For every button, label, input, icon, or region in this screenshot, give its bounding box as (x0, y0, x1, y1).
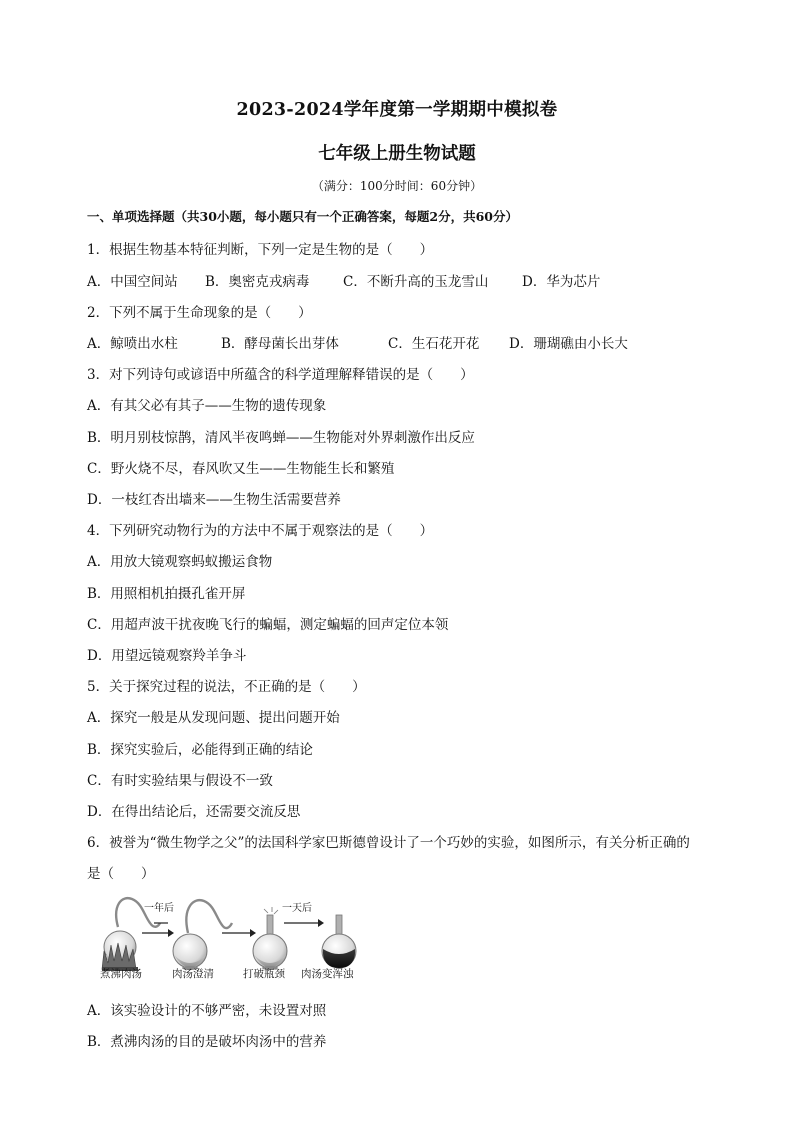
flask-clear-broth (173, 900, 232, 970)
question-3-option-a: A．有其父必有其子——生物的遗传现象 (87, 398, 327, 414)
arrow-flask1-to-flask2 (142, 929, 174, 937)
question-6-stem: 6．被誉为“微生物学之父”的法国科学家巴斯德曾设计了一个巧妙的实验，如图所示，有关分析正确的 (87, 835, 690, 851)
flask-turbid-broth (322, 915, 356, 968)
question-6-option-a: A．该实验设计的不够严密，未设置对照 (87, 1003, 327, 1019)
question-1-option-a: A．中国空间站 (87, 274, 178, 290)
section-heading: 一、单项选择题（共30小题，每小题只有一个正确答案，每题2分，共60分） (87, 209, 518, 224)
flask-broken-neck (253, 907, 287, 970)
question-4-option-c: C．用超声波干扰夜晚飞行的蝙蝠，测定蝙蝠的回声定位本领 (87, 617, 449, 633)
question-4-option-a: A．用放大镜观察蚂蚁搬运食物 (87, 554, 273, 570)
question-6-option-b: B．煮沸肉汤的目的是破坏肉汤中的营养 (87, 1034, 327, 1050)
question-1-option-b: B．奥密克戎病毒 (205, 274, 310, 290)
question-4-option-d: D．用望远镜观察羚羊争斗 (87, 648, 247, 664)
question-4-option-b: B．用照相机拍摄孔雀开屏 (87, 586, 246, 602)
arrow-label-one-year: 一年后 (144, 903, 174, 914)
question-3-option-d: D．一枝红杏出墙来——生物生活需要营养 (87, 492, 341, 508)
caption-clear: 肉汤澄清 (172, 968, 214, 980)
question-3-option-b: B．明月别枝惊鹊，清风半夜鸣蝉——生物能对外界刺激作出反应 (87, 430, 475, 446)
question-1-option-d: D．华为芯片 (522, 274, 601, 290)
caption-turbid: 肉汤变浑浊 (301, 968, 354, 980)
question-5-option-d: D．在得出结论后，还需要交流反思 (87, 804, 301, 820)
arrow-to-broken (222, 929, 256, 937)
score-time-note: （满分：100分时间：60分钟） (311, 179, 483, 193)
question-6-stem-continued: 是（ ） (87, 866, 155, 882)
question-5-stem: 5．关于探究过程的说法，不正确的是（ ） (87, 679, 366, 695)
arrow-label-one-day: 一天后 (282, 903, 312, 914)
question-5-option-b: B．探究实验后，必能得到正确的结论 (87, 742, 313, 758)
question-2-option-c: C．生石花开花 (388, 336, 480, 352)
question-5-option-a: A．探究一般是从发现问题、提出问题开始 (87, 710, 340, 726)
exam-title: 2023-2024学年度第一学期期中模拟卷 (236, 100, 558, 120)
question-5-option-c: C．有时实验结果与假设不一致 (87, 773, 273, 789)
question-3-stem: 3．对下列诗句或谚语中所蕴含的科学道理解释错误的是（ ） (87, 367, 474, 383)
question-2-option-d: D．珊瑚礁由小长大 (509, 336, 628, 352)
caption-broken: 打破瓶颈 (243, 968, 285, 980)
question-4-stem: 4．下列研究动物行为的方法中不属于观察法的是（ ） (87, 523, 434, 539)
question-2-stem: 2．下列不属于生命现象的是（ ） (87, 305, 312, 321)
question-1-stem: 1．根据生物基本特征判断，下列一定是生物的是（ ） (87, 242, 434, 258)
question-3-option-c: C．野火烧不尽，春风吹又生——生物能生长和繁殖 (87, 461, 395, 477)
question-2-option-b: B．酵母菌长出芽体 (221, 336, 339, 352)
question-1-option-c: C．不断升高的玉龙雪山 (343, 274, 489, 290)
arrow-one-day (284, 919, 324, 927)
question-2-option-a: A．鲸喷出水柱 (87, 336, 178, 352)
caption-boiling: 煮沸肉汤 (100, 968, 142, 980)
exam-subtitle: 七年级上册生物试题 (318, 144, 476, 164)
